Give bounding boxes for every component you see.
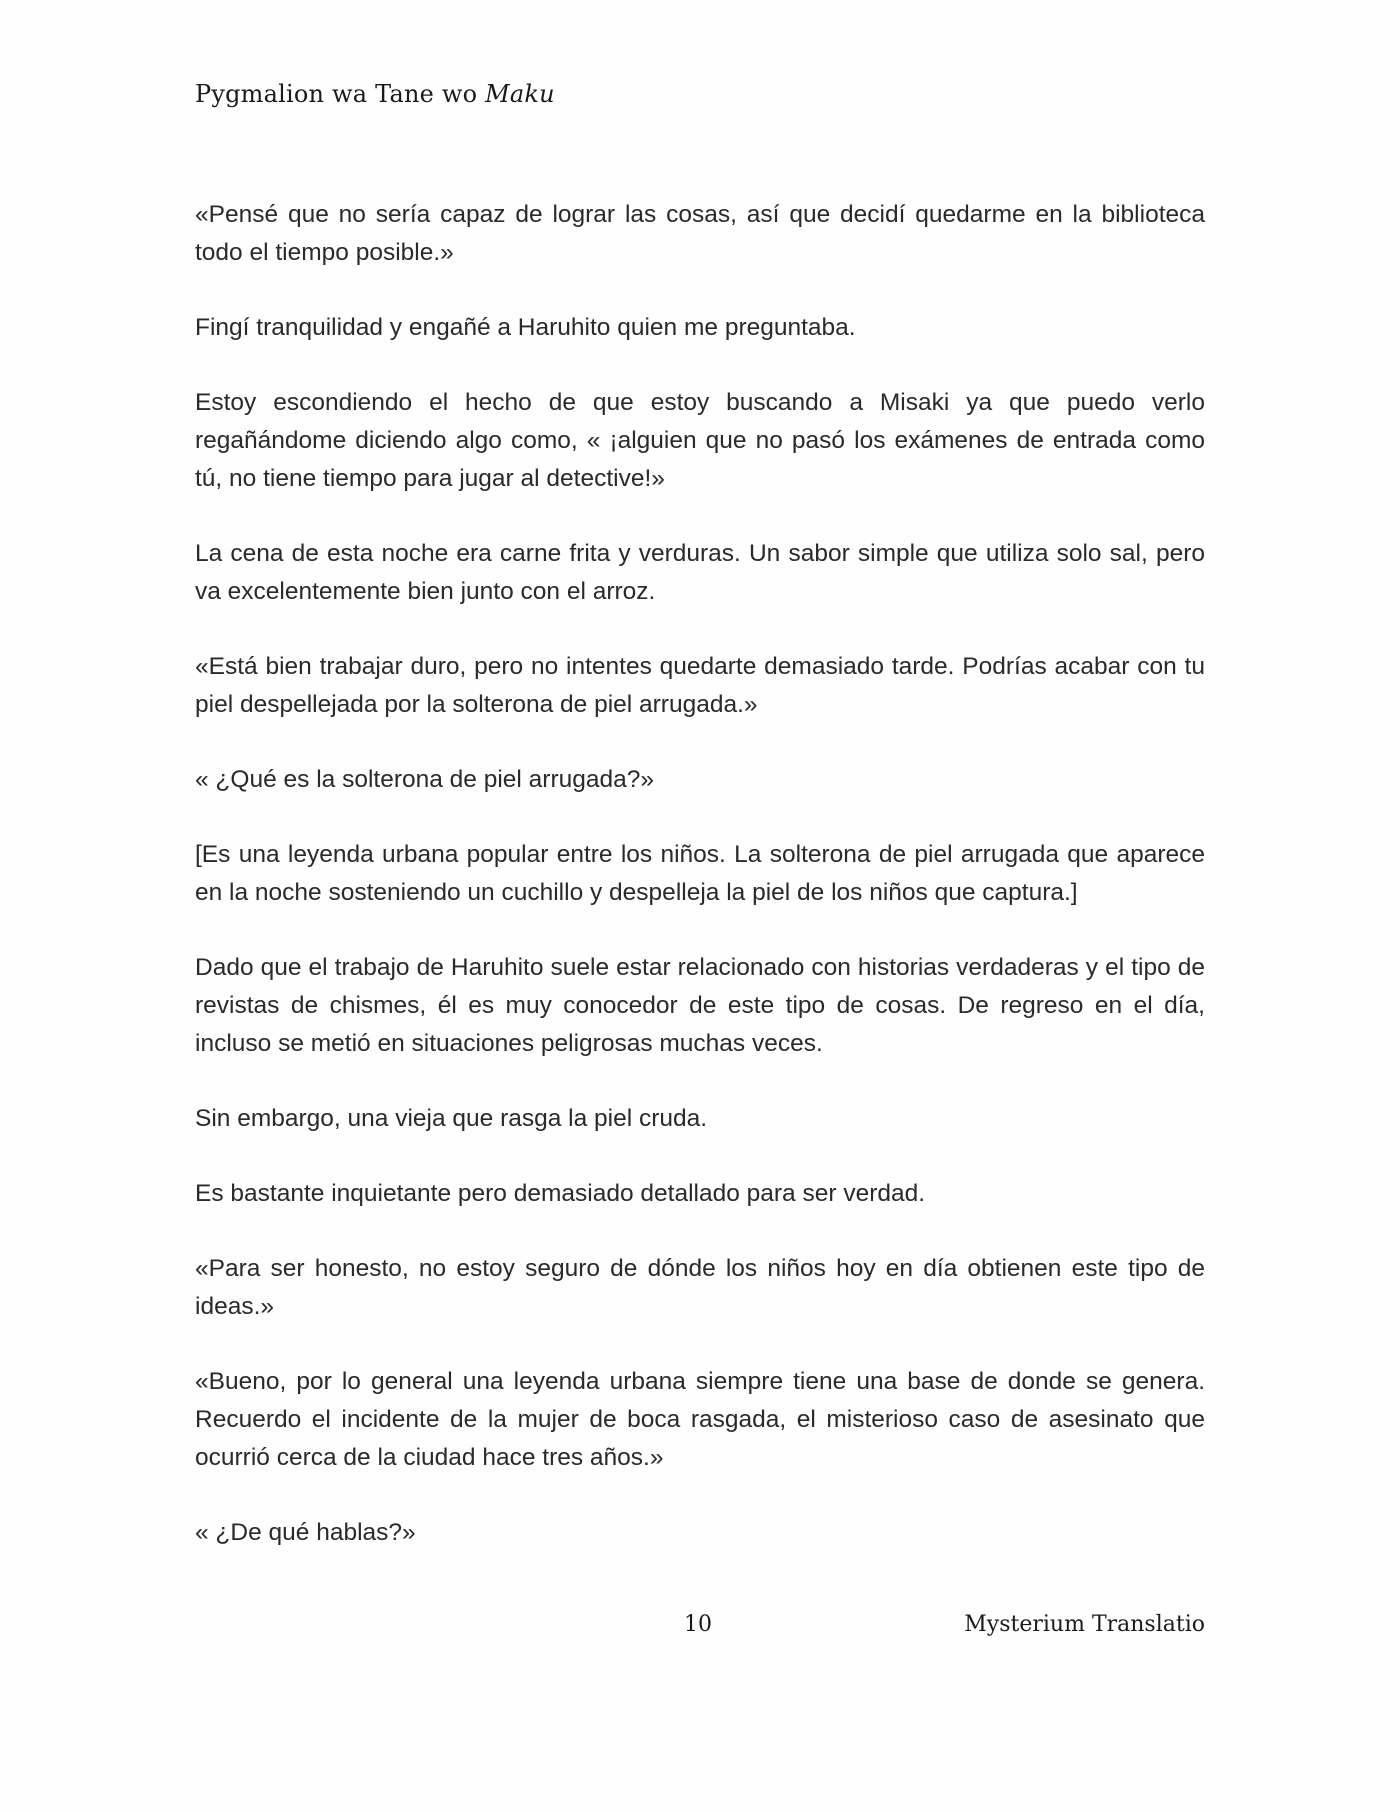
paragraph-8: Dado que el trabajo de Haruhito suele estar relacionado con historias verdaderas y el tipo de revistas de chismes, él es muy conocedor de este tipo de cosas. De regreso en el día, incluso se metió en situaciones peligrosas muchas veces. (195, 954, 1205, 1057)
paragraph-13: « ¿De qué hablas?» (195, 1519, 416, 1546)
paragraph-6: « ¿Qué es la solterona de piel arrugada?» (195, 766, 654, 793)
paragraph-11: «Para ser honesto, no estoy seguro de dónde los niños hoy en día obtienen este tipo de ideas.» (195, 1255, 1205, 1320)
paragraph-4: La cena de esta noche era carne frita y verduras. Un sabor simple que utiliza solo sal, pero va excelentemente bien junto con el arroz. (195, 540, 1205, 605)
page-number: 10 (684, 1612, 712, 1637)
paragraph-12: «Bueno, por lo general una leyenda urbana siempre tiene una base de donde se genera. Recuerdo el incidente de la mujer de boca rasgada, el misterioso caso de asesinato que ocurrió cerca de la ciudad hace tres años.» (195, 1368, 1205, 1471)
paragraph-10: Es bastante inquietante pero demasiado detallado para ser verdad. (195, 1180, 926, 1207)
paragraph-5: «Está bien trabajar duro, pero no intentes quedarte demasiado tarde. Podrías acabar con tu piel despellejada por la solterona de piel arrugada.» (195, 653, 1205, 718)
body-text (195, 196, 1205, 1589)
paragraph-2: Fingí tranquilidad y engañé a Haruhito quien me preguntaba. (195, 314, 856, 341)
paragraph-3: Estoy escondiendo el hecho de que estoy buscando a Misaki ya que puedo verlo regañándome diciendo algo como, « ¡alguien que no pasó los exámenes de entrada como tú, no tiene tiempo para jugar al detective!» (195, 389, 1205, 492)
header-title-italic: Maku (485, 80, 555, 108)
header-title-main: Pygmalion wa Tane wo (195, 80, 478, 108)
footer-credit: Mysterium Translatio (964, 1612, 1205, 1637)
paragraph-9: Sin embargo, una vieja que rasga la piel cruda. (195, 1105, 708, 1132)
paragraph-7: [Es una leyenda urbana popular entre los niños. La solterona de piel arrugada que aparece en la noche sosteniendo un cuchillo y despelleja la piel de los niños que captura.] (195, 841, 1205, 906)
paragraph-1: «Pensé que no sería capaz de lograr las cosas, así que decidí quedarme en la biblioteca todo el tiempo posible.» (195, 201, 1205, 266)
running-header (195, 80, 555, 108)
